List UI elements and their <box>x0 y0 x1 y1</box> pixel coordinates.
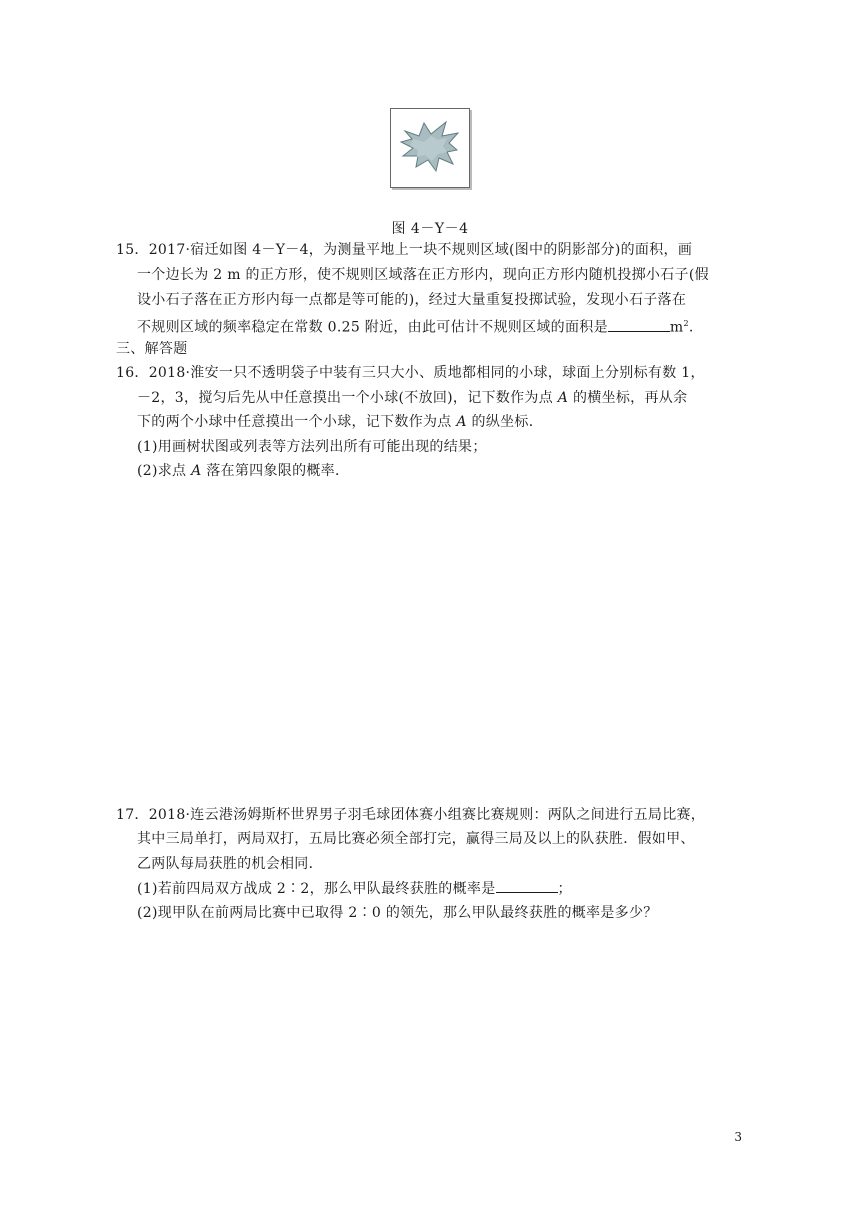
q15-line-4-text: 不规则区域的频率稳定在常数 0.25 附近，由此可估计不规则区域的面积是 <box>137 319 608 336</box>
q16-sub-2 <box>137 461 349 481</box>
q16-line-3-post: 的纵坐标． <box>466 414 544 430</box>
q16-line-2-pre: －2，3，搅匀后先从中任意摸出一个小球(不放回)，记下数作为点 <box>137 390 558 406</box>
q16-point-a: A <box>557 390 569 406</box>
q16-sub-1: (1)用画树状图或列表等方法列出所有可能出现的结果； <box>137 439 487 455</box>
q16-line-1: 16．2018·淮安一只不透明袋子中装有三只大小、质地都相同的小球，球面上分别标有数 1， <box>116 365 705 381</box>
figure-caption: 图 4－Y－4 <box>391 221 469 237</box>
q15-unit-exponent: 2 <box>683 319 689 328</box>
q15-line-3: 设小石子落在正方形内每一点都是等可能的)，经过大量重复投掷试验，发现小石子落在 <box>137 292 687 308</box>
q15-line-4 <box>137 314 694 338</box>
q16-sub-2-pre: (2)求点 <box>137 463 192 479</box>
q16-line-3-pre: 下的两个小球中任意摸出一个小球，记下数作为点 <box>137 414 457 430</box>
q15-end: . <box>688 319 694 336</box>
q17-sub-2: (2)现甲队在前两局比赛中已取得 2∶0 的领先，那么甲队最终获胜的概率是多少？ <box>137 905 658 921</box>
q17-line-3: 乙两队每局获胜的机会相同． <box>137 856 323 872</box>
q16-point-a: A <box>456 414 467 430</box>
q16-line-2 <box>137 388 687 408</box>
q15-unit: m <box>669 319 684 336</box>
section-title-answers: 三、解答题 <box>116 341 188 357</box>
q17-line-1: 17．2018·连云港汤姆斯杯世界男子羽毛球团体赛小组赛比赛规则：两队之间进行五局比赛， <box>116 807 706 823</box>
page-number: 3 <box>734 1130 742 1144</box>
q15-answer-blank[interactable] <box>608 317 670 332</box>
q17-sub-1-end: ； <box>557 881 572 897</box>
q16-sub-2-post: 落在第四象限的概率． <box>201 463 350 479</box>
q16-line-3 <box>137 412 543 432</box>
q17-line-2: 其中三局单打，两局双打，五局比赛必须全部打完，赢得三局及以上的队获胜．假如甲、 <box>137 831 695 847</box>
figure-irregular-region <box>390 108 470 188</box>
q17-sub-1 <box>137 878 572 899</box>
q15-line-2: 一个边长为 2 m 的正方形，使不规则区域落在正方形内，现向正方形内随机投掷小石子(假 <box>137 267 709 283</box>
q16-line-2-post: 的横坐标，再从余 <box>568 390 688 406</box>
irregular-star-region-icon <box>391 109 469 187</box>
q15-line-1: 15．2017·宿迁如图 4－Y－4，为测量平地上一块不规则区域(图中的阴影部分)的面积，画 <box>116 242 693 258</box>
q17-answer-blank[interactable] <box>496 878 558 893</box>
q16-point-a: A <box>191 463 202 479</box>
q17-sub-1-text: (1)若前四局双方战成 2∶2，那么甲队最终获胜的概率是 <box>137 881 496 897</box>
